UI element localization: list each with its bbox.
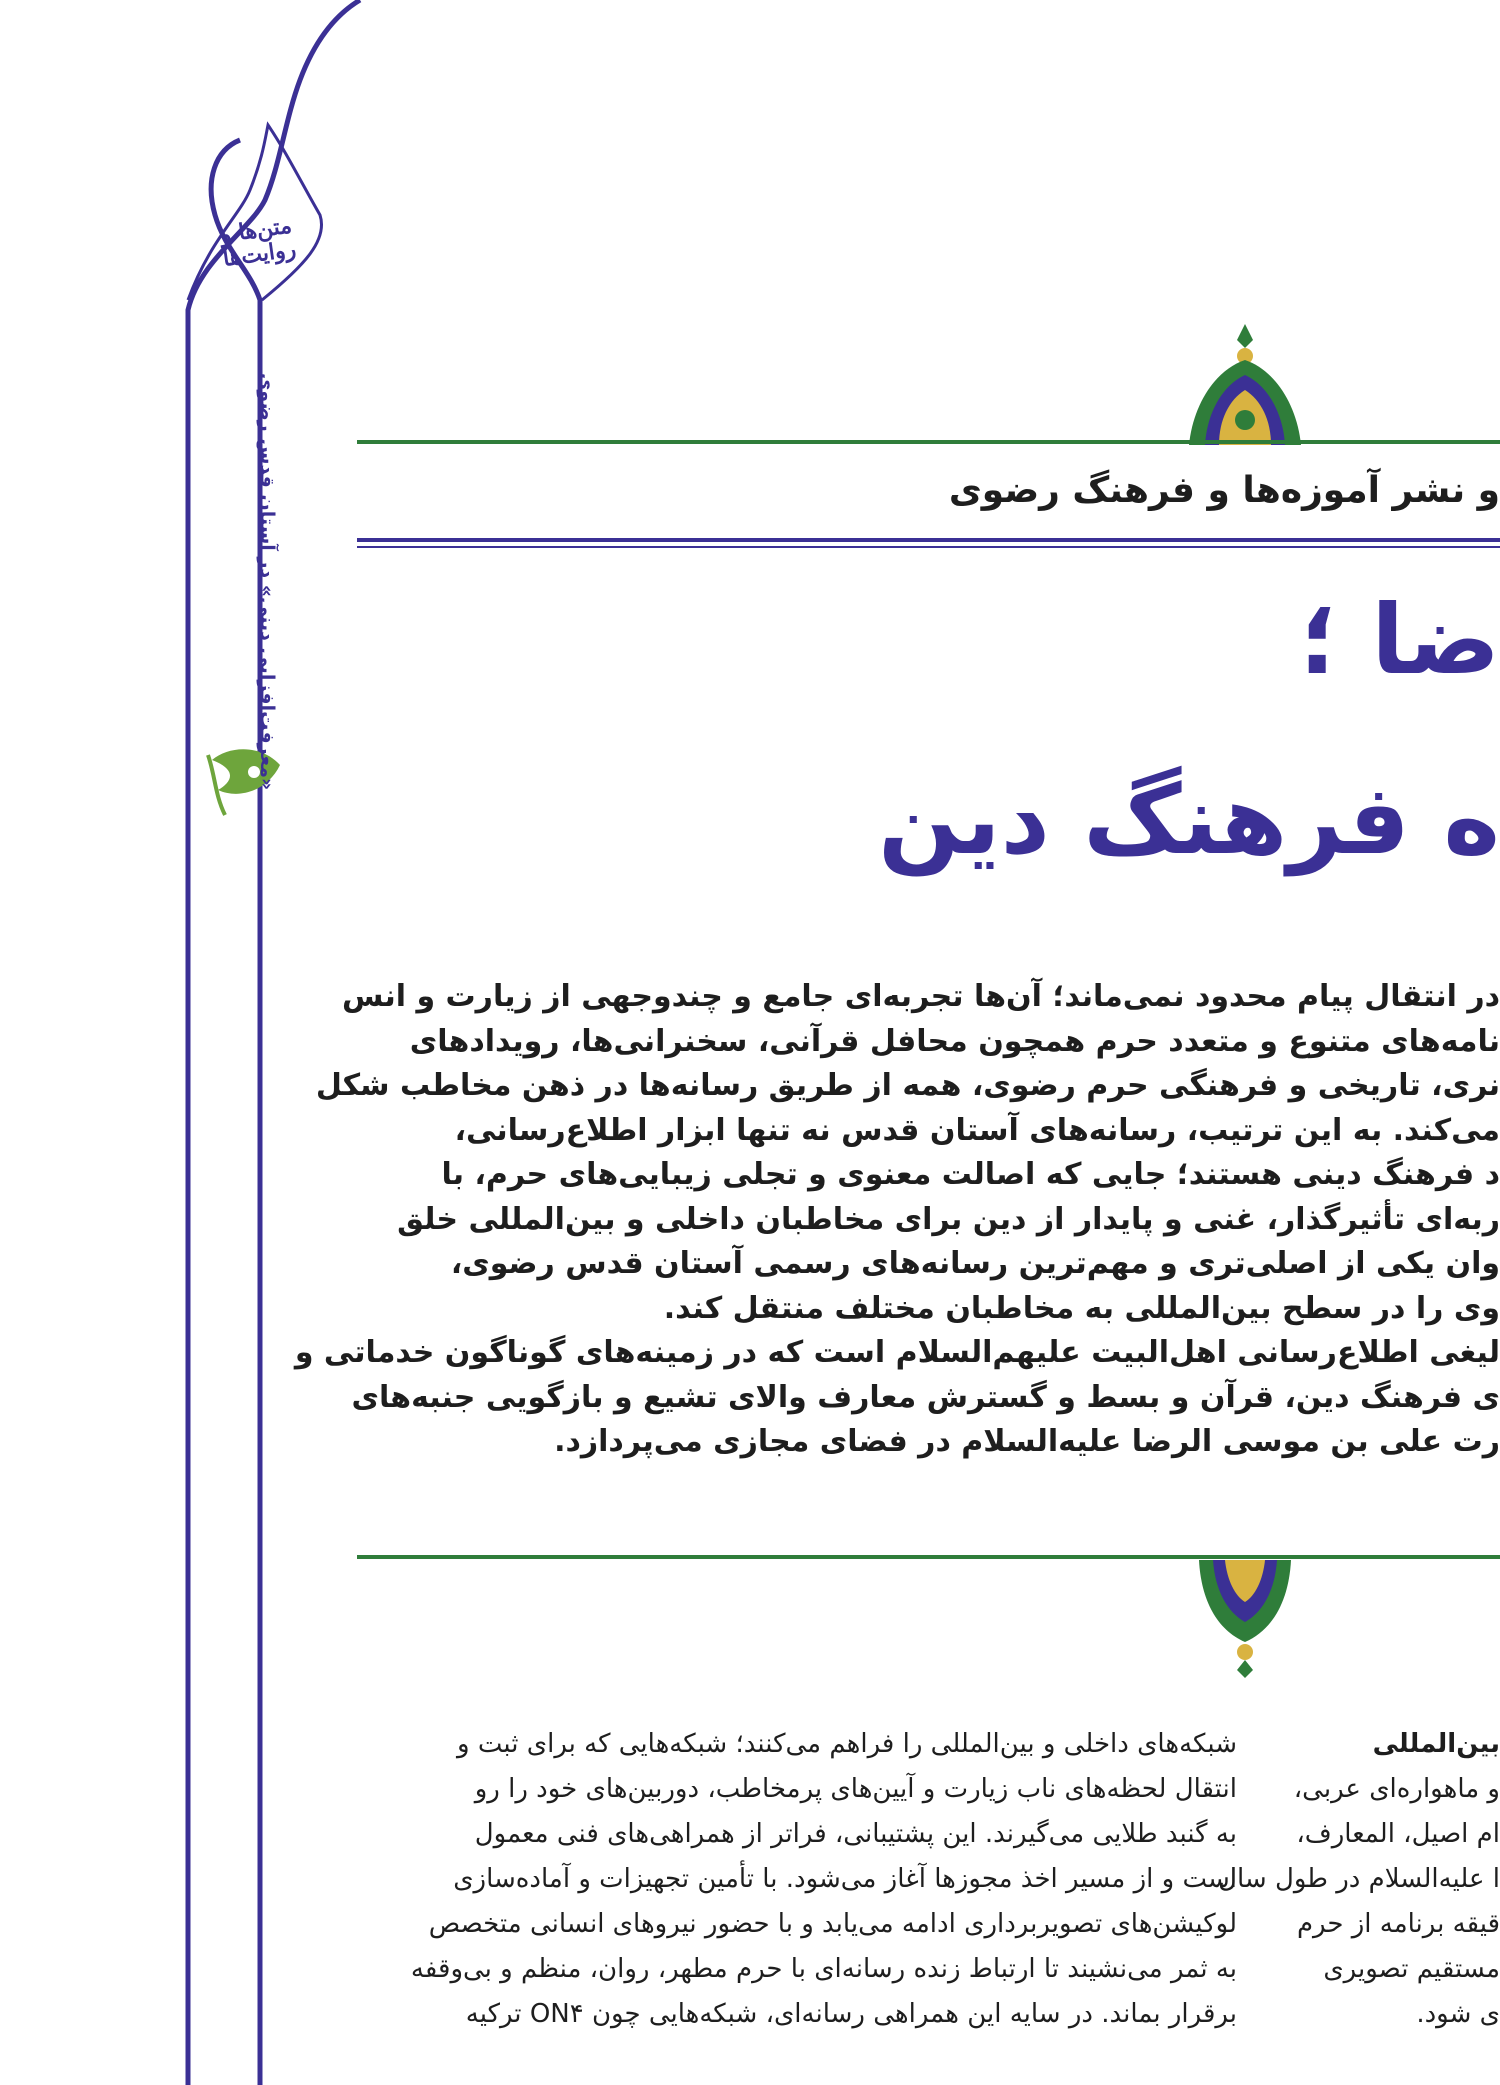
left-column-line: به ثمر می‌نشیند تا ارتباط زنده رسانه‌ای با حرم مطهر، روان، منظم و بی‌وقفه — [410, 1954, 1237, 1984]
left-column-line: لوکیشن‌های تصویربرداری ادامه می‌یابد و با حضور نیروهای انسانی متخصص — [428, 1909, 1237, 1939]
lead-paragraph-line: در انتقال پیام محدود نمی‌ماند؛ آن‌ها تجربه‌ای جامع و چندوجهی از زیارت و انس — [342, 979, 1500, 1014]
lead-paragraph-line: لیغی اطلاع‌رسانی اهل‌البیت علیهم‌السلام است که در زمینه‌های گوناگون خدماتی و — [294, 1335, 1500, 1370]
middle-arabesque-ornament — [1195, 1560, 1295, 1680]
page-subtitle: و نشر آموزه‌ها و فرهنگ رضوی — [948, 470, 1500, 511]
headline-line-2: ه فرهنگ دین — [878, 764, 1500, 876]
sidebar-logo: متن‌ها و روایت‌ها — [218, 212, 298, 273]
header-double-rule-top — [357, 538, 1500, 542]
lead-paragraph-line: وان یکی از اصلی‌تری و مهم‌ترین رسانه‌های رسمی آستان قدس رضوی، — [450, 1246, 1500, 1281]
lead-paragraph — [294, 975, 1500, 1535]
left-ornamental-frame — [0, 0, 360, 2085]
left-column-line: برقرار بماند. در سایه این همراهی رسانه‌ای، شبکه‌هایی چون ON۴ ترکیه — [465, 1999, 1237, 2029]
sidebar-vertical-caption: «معرفت‌افزایی دینی» در آستان قدس رضوی — [256, 372, 278, 790]
header-top-rule — [357, 440, 1500, 444]
right-column-line: ام اصیل، المعارف، — [1296, 1819, 1500, 1849]
top-arabesque-ornament — [1185, 320, 1305, 445]
left-column-line: شبکه‌های داخلی و بین‌المللی را فراهم می‌کنند؛ شبکه‌هایی که برای ثبت و — [457, 1729, 1237, 1759]
left-column-line: به گنبد طلایی می‌گیرند. این پشتیبانی، فراتر از همراهی‌های فنی معمول — [474, 1819, 1237, 1849]
right-column-line: ا علیه‌السلام در طول سال — [1218, 1864, 1500, 1894]
lead-paragraph-line: وی را در سطح بین‌المللی به مخاطبان مختلف منتقل کند. — [663, 1290, 1500, 1326]
right-column-line: و ماهواره‌ای عربی، — [1293, 1774, 1500, 1804]
section-divider-rule — [357, 1555, 1500, 1559]
lead-paragraph-line: می‌کند. به این ترتیب، رسانه‌های آستان قدس نه تنها ابزار اطلاع‌رسانی، — [454, 1112, 1500, 1148]
right-column-line: ی شود. — [1416, 1999, 1500, 2029]
header-double-rule-bottom — [357, 546, 1500, 548]
right-column-line: مستقیم تصویری — [1323, 1954, 1500, 1984]
left-column — [357, 1722, 1237, 2085]
lead-paragraph-line: رت علی بن موسی الرضا علیه‌السلام در فضای مجازی می‌پردازد. — [554, 1424, 1500, 1459]
lead-paragraph-line: د فرهنگ دینی هستند؛ جایی که اصالت معنوی و تجلی زیبایی‌های حرم، با — [441, 1157, 1500, 1192]
lead-paragraph-line: ربه‌ای تأثیرگذار، غنی و پایدار از دین برای مخاطبان داخلی و بین‌المللی خلق — [397, 1201, 1500, 1237]
lead-paragraph-line: نری، تاریخی و فرهنگی حرم رضوی، همه از طریق رسانه‌ها در ذهن مخاطب شکل — [315, 1068, 1500, 1103]
lead-paragraph-line: ی فرهنگ دین، قرآن و بسط و گسترش معارف والای تشیع و بازگویی جنبه‌های — [351, 1379, 1500, 1415]
left-column-line: است و از مسیر اخذ مجوزها آغاز می‌شود. با تأمین تجهیزات و آماده‌سازی — [453, 1864, 1237, 1894]
right-column-line: قیقه برنامه از حرم — [1296, 1909, 1500, 1939]
headline-line-1: ضا ؛ — [1299, 584, 1500, 696]
right-column — [1218, 1722, 1500, 2085]
left-column-line: انتقال لحظه‌های ناب زیارت و آیین‌های پرمخاطب، دوربین‌های خود را رو — [474, 1774, 1237, 1804]
right-column-heading: بین‌المللی — [1372, 1729, 1500, 1759]
lead-paragraph-line: نامه‌های متنوع و متعدد حرم همچون محافل قرآنی، سخنرانی‌ها، رویدادهای — [409, 1023, 1500, 1059]
